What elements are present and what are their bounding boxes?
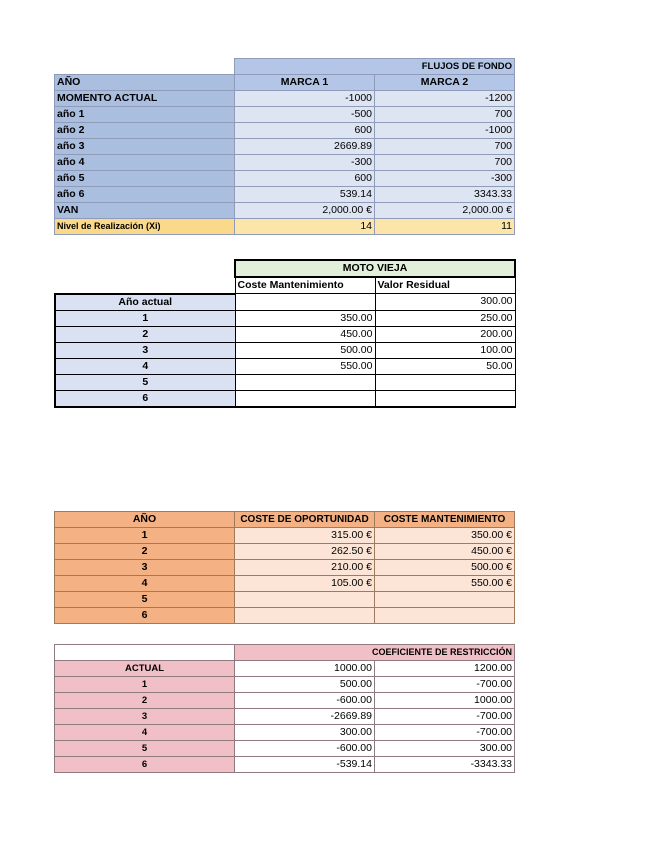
cell[interactable]: 1200.00 xyxy=(375,661,515,677)
col-coste-mantenimiento[interactable]: COSTE MANTENIMIENTO xyxy=(375,512,515,528)
col-valor-residual[interactable]: Valor Residual xyxy=(375,277,515,294)
coeficiente-table xyxy=(54,644,515,773)
empty-cell[interactable] xyxy=(55,645,235,661)
cell[interactable]: -600.00 xyxy=(235,741,375,757)
costes-header-label[interactable]: AÑO xyxy=(55,512,235,528)
empty-cell xyxy=(55,277,235,294)
cell[interactable]: 300.00 xyxy=(375,294,515,311)
table-row xyxy=(55,390,515,407)
table-row xyxy=(55,709,515,725)
flujos-title[interactable]: FLUJOS DE FONDO xyxy=(235,59,515,75)
cell[interactable]: -600.00 xyxy=(235,693,375,709)
table-row xyxy=(55,310,515,326)
row-label[interactable]: 3 xyxy=(55,342,235,358)
cell[interactable]: 450.00 xyxy=(235,326,375,342)
table-row xyxy=(55,187,515,203)
cell[interactable]: 539.14 xyxy=(235,187,375,203)
cell[interactable]: 450.00 € xyxy=(375,544,515,560)
cell[interactable]: -700.00 xyxy=(375,677,515,693)
cell[interactable]: 500.00 € xyxy=(375,560,515,576)
table-row xyxy=(55,576,515,592)
cell[interactable]: -700.00 xyxy=(375,725,515,741)
cell[interactable]: 700 xyxy=(375,155,515,171)
table-row xyxy=(55,560,515,576)
cell[interactable]: 50.00 xyxy=(375,358,515,374)
row-label[interactable]: 3 xyxy=(55,709,235,725)
cell[interactable]: 350.00 € xyxy=(375,528,515,544)
cell[interactable]: -539.14 xyxy=(235,757,375,773)
row-label[interactable]: 5 xyxy=(55,741,235,757)
table-row xyxy=(55,725,515,741)
row-label[interactable]: MOMENTO ACTUAL xyxy=(55,91,235,107)
cell[interactable]: 105.00 € xyxy=(235,576,375,592)
row-label[interactable]: 4 xyxy=(55,358,235,374)
row-label[interactable]: año 6 xyxy=(55,187,235,203)
table-row xyxy=(55,677,515,693)
table-row xyxy=(55,342,515,358)
row-label[interactable]: 6 xyxy=(55,608,235,624)
cell[interactable]: -500 xyxy=(235,107,375,123)
cell[interactable]: -300 xyxy=(235,155,375,171)
cell[interactable]: 700 xyxy=(375,139,515,155)
cell[interactable] xyxy=(375,390,515,407)
cell[interactable]: 2669.89 xyxy=(235,139,375,155)
row-label[interactable]: 5 xyxy=(55,374,235,390)
cell[interactable]: 14 xyxy=(235,219,375,235)
row-label[interactable]: 4 xyxy=(55,725,235,741)
table-row xyxy=(55,693,515,709)
cell[interactable]: -1000 xyxy=(375,123,515,139)
cell[interactable] xyxy=(235,592,375,608)
cell[interactable]: 550.00 xyxy=(235,358,375,374)
cell[interactable] xyxy=(375,374,515,390)
row-label[interactable]: Año actual xyxy=(55,294,235,311)
row-label[interactable]: año 4 xyxy=(55,155,235,171)
cell[interactable] xyxy=(235,608,375,624)
table-row xyxy=(55,544,515,560)
row-label[interactable]: 1 xyxy=(55,528,235,544)
cell[interactable]: 100.00 xyxy=(375,342,515,358)
table-row xyxy=(55,661,515,677)
row-label[interactable]: 3 xyxy=(55,560,235,576)
table-row xyxy=(55,203,515,219)
cell[interactable]: 315.00 € xyxy=(235,528,375,544)
table-row xyxy=(55,294,515,311)
row-label[interactable]: 6 xyxy=(55,757,235,773)
row-label[interactable]: 5 xyxy=(55,592,235,608)
row-label[interactable]: 1 xyxy=(55,310,235,326)
coeficiente-title[interactable]: COEFICIENTE DE RESTRICCIÓN xyxy=(235,645,515,661)
cell[interactable] xyxy=(375,608,515,624)
table-row xyxy=(55,374,515,390)
cell[interactable]: 2,000.00 € xyxy=(235,203,375,219)
cell[interactable]: 3343.33 xyxy=(375,187,515,203)
row-label[interactable]: 6 xyxy=(55,390,235,407)
cell[interactable]: 550.00 € xyxy=(375,576,515,592)
cell[interactable] xyxy=(235,294,375,311)
cell[interactable]: 300.00 xyxy=(235,725,375,741)
row-label[interactable]: año 5 xyxy=(55,171,235,187)
cell[interactable]: 700 xyxy=(375,107,515,123)
table-row xyxy=(55,139,515,155)
cell[interactable]: 210.00 € xyxy=(235,560,375,576)
cell[interactable]: 500.00 xyxy=(235,342,375,358)
cell[interactable]: 262.50 € xyxy=(235,544,375,560)
cell[interactable]: 1000.00 xyxy=(375,693,515,709)
cell[interactable]: 200.00 xyxy=(375,326,515,342)
row-label[interactable]: ACTUAL xyxy=(55,661,235,677)
row-label[interactable]: VAN xyxy=(55,203,235,219)
cell[interactable]: -1000 xyxy=(235,91,375,107)
empty-cell xyxy=(55,260,235,277)
cell[interactable] xyxy=(235,390,375,407)
flujos-col-marca1[interactable]: MARCA 1 xyxy=(235,75,375,91)
cell[interactable]: 500.00 xyxy=(235,677,375,693)
row-label[interactable]: 4 xyxy=(55,576,235,592)
table-row xyxy=(55,326,515,342)
cell[interactable] xyxy=(235,374,375,390)
table-row xyxy=(55,608,515,624)
table-row xyxy=(55,219,515,235)
cell[interactable]: 600 xyxy=(235,123,375,139)
table-row xyxy=(55,171,515,187)
row-label[interactable]: año 2 xyxy=(55,123,235,139)
row-label[interactable]: año 3 xyxy=(55,139,235,155)
col-coste-mantenimiento[interactable]: Coste Mantenimiento xyxy=(235,277,375,294)
flujos-table xyxy=(54,58,515,235)
xi-label[interactable]: Nivel de Realización (Xi) xyxy=(55,219,235,235)
table-row xyxy=(55,592,515,608)
flujos-header-label[interactable]: AÑO xyxy=(55,75,235,91)
cell[interactable]: 350.00 xyxy=(235,310,375,326)
moto-vieja-table xyxy=(54,259,516,408)
flujos-col-marca2[interactable]: MARCA 2 xyxy=(375,75,515,91)
row-label[interactable]: año 1 xyxy=(55,107,235,123)
table-row xyxy=(55,155,515,171)
cell[interactable]: -2669.89 xyxy=(235,709,375,725)
table-row xyxy=(55,741,515,757)
cell[interactable]: 600 xyxy=(235,171,375,187)
table-row xyxy=(55,358,515,374)
cell[interactable]: -700.00 xyxy=(375,709,515,725)
cell[interactable]: -1200 xyxy=(375,91,515,107)
col-coste-oportunidad[interactable]: COSTE DE OPORTUNIDAD xyxy=(235,512,375,528)
costes-table xyxy=(54,511,515,624)
cell[interactable]: 11 xyxy=(375,219,515,235)
empty-cell xyxy=(55,59,235,75)
table-row xyxy=(55,107,515,123)
table-row xyxy=(55,528,515,544)
cell[interactable] xyxy=(375,592,515,608)
row-label[interactable]: 2 xyxy=(55,544,235,560)
row-label[interactable]: 1 xyxy=(55,677,235,693)
cell[interactable]: -3343.33 xyxy=(375,757,515,773)
row-label[interactable]: 2 xyxy=(55,326,235,342)
row-label[interactable]: 2 xyxy=(55,693,235,709)
cell[interactable]: 300.00 xyxy=(375,741,515,757)
moto-vieja-title[interactable]: MOTO VIEJA xyxy=(235,260,515,277)
table-row xyxy=(55,123,515,139)
table-row xyxy=(55,91,515,107)
cell[interactable]: 2,000.00 € xyxy=(375,203,515,219)
cell[interactable]: 1000.00 xyxy=(235,661,375,677)
cell[interactable]: 250.00 xyxy=(375,310,515,326)
table-row xyxy=(55,757,515,773)
cell[interactable]: -300 xyxy=(375,171,515,187)
